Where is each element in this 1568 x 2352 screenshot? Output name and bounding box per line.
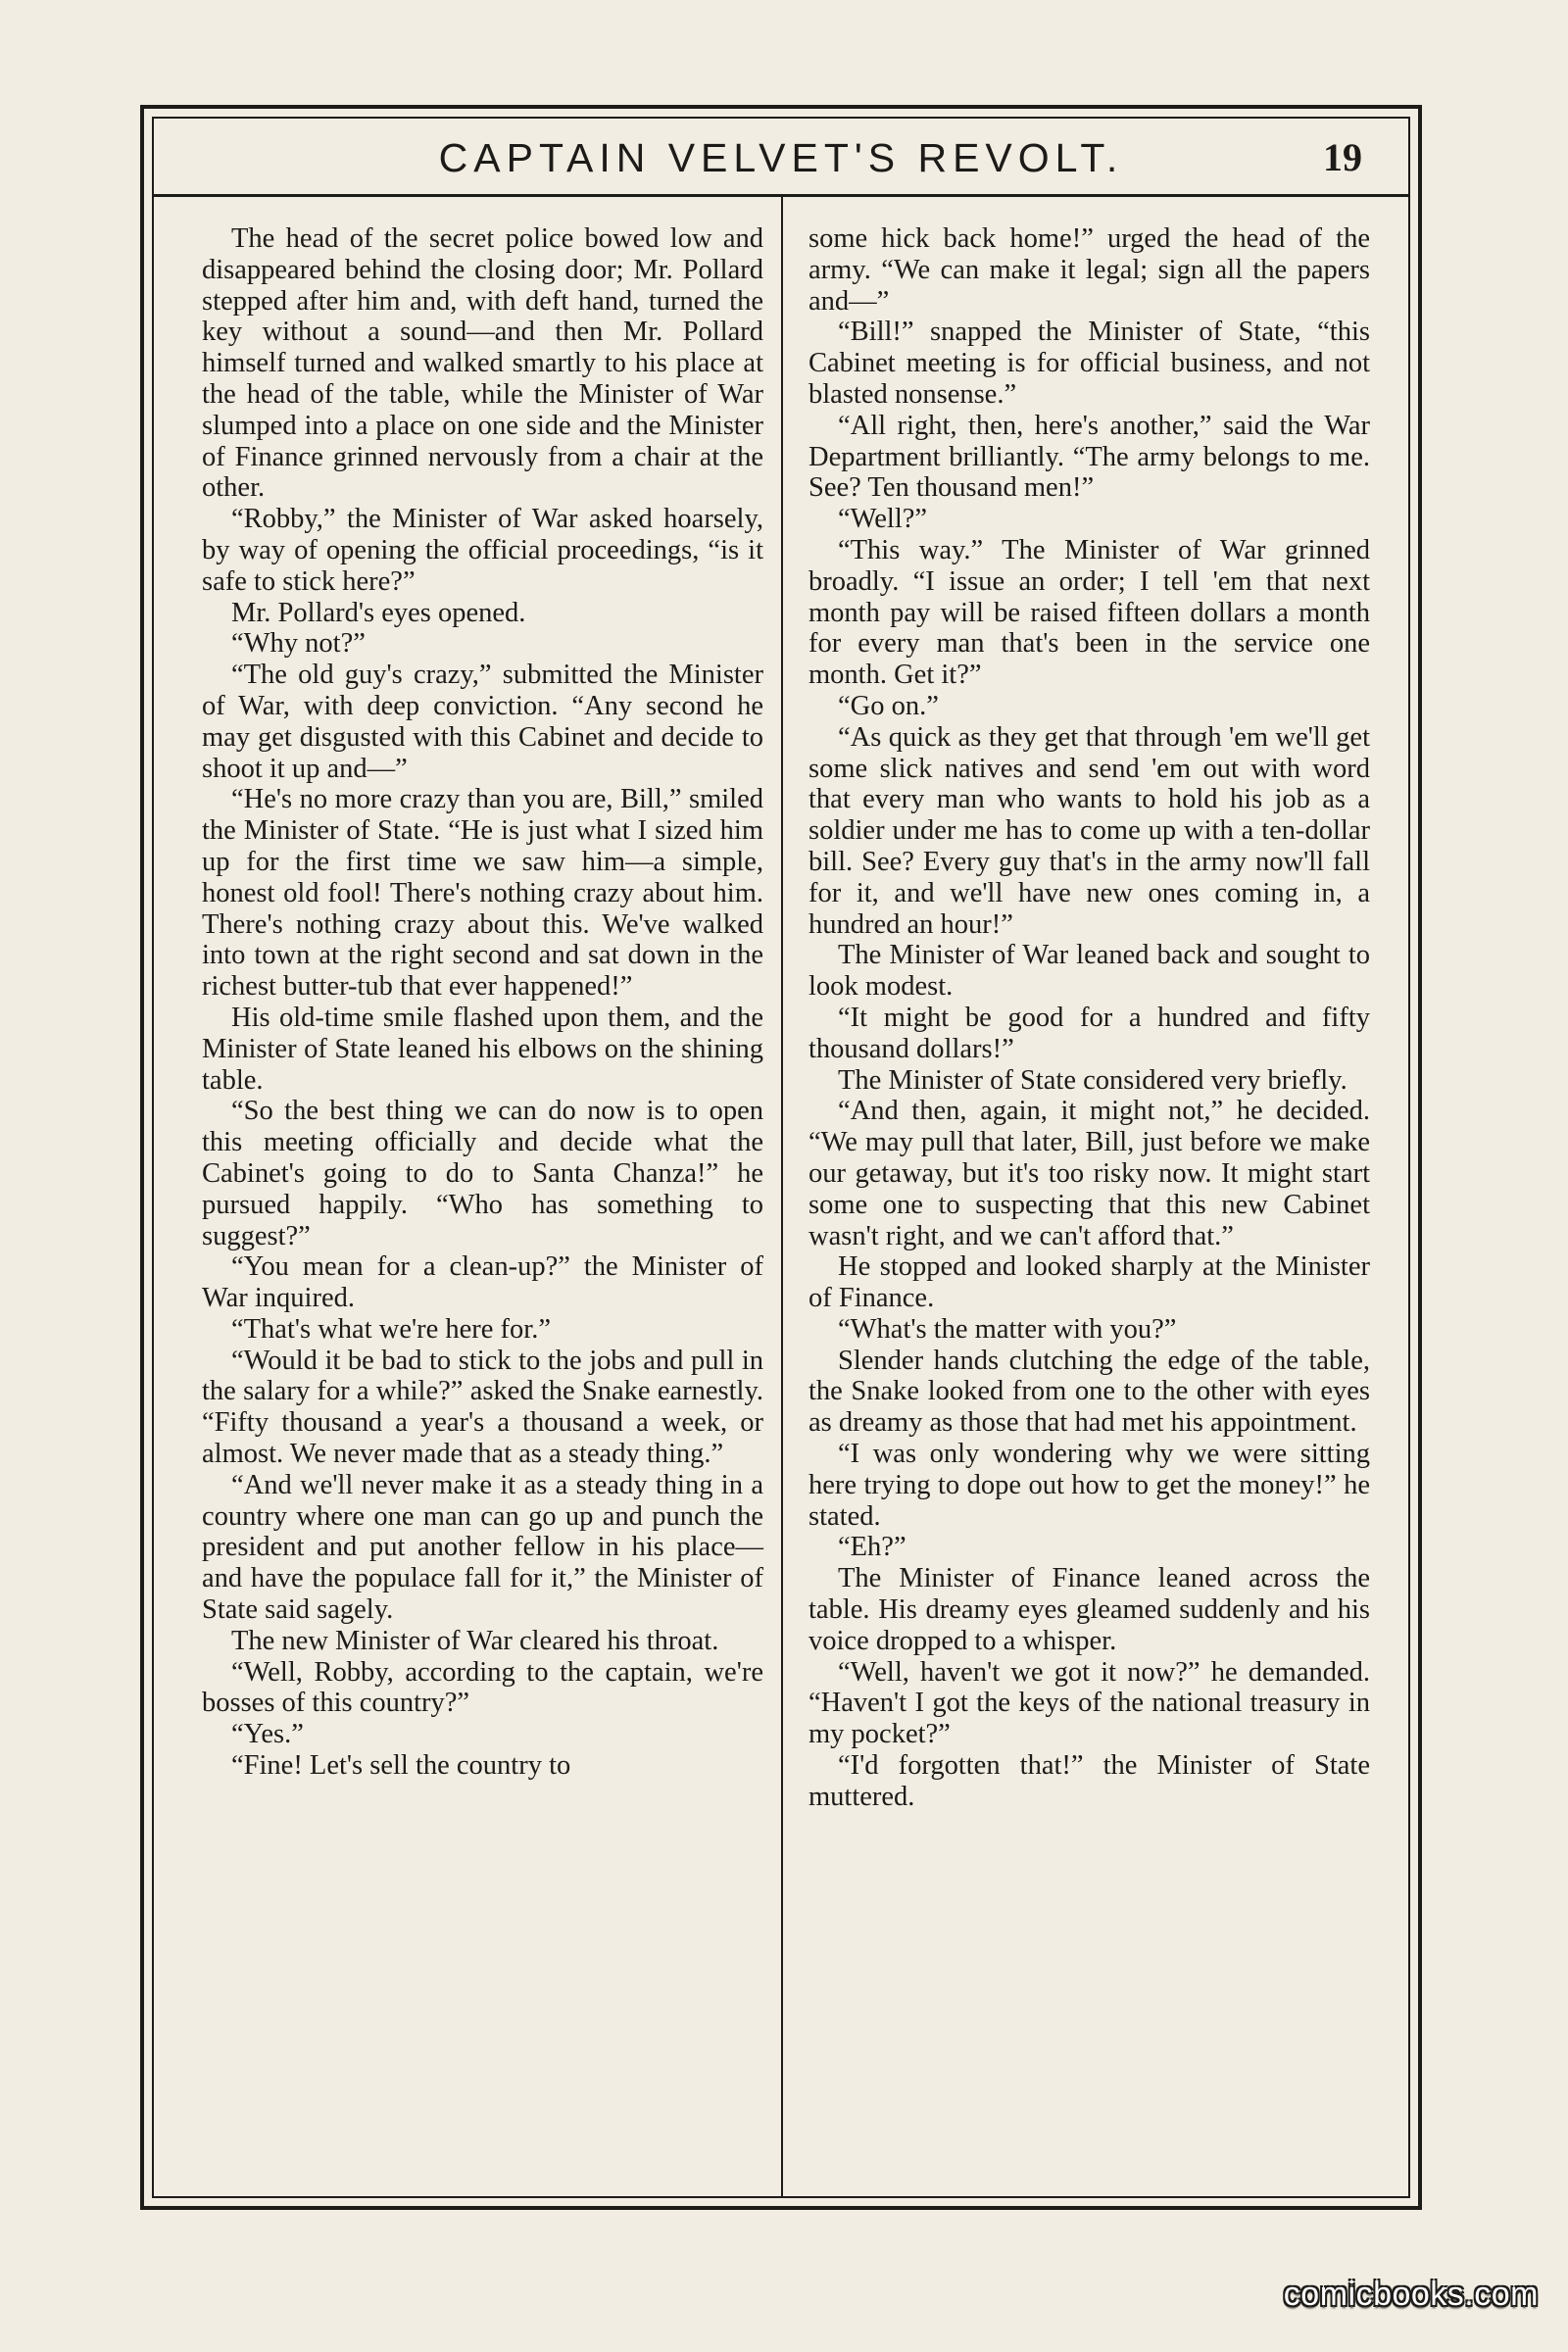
paragraph: “You mean for a clean-up?” the Minister of War inquired. — [202, 1251, 763, 1314]
right-text-column — [808, 223, 1370, 1813]
column-divider — [781, 194, 783, 2198]
paragraph: “What's the matter with you?” — [838, 1313, 1177, 1345]
paragraph: “That's what we're here for.” — [231, 1313, 551, 1345]
paragraph: “Fine! Let's sell the country to — [231, 1750, 571, 1782]
page-number: 19 — [1323, 135, 1362, 179]
paragraph: “The old guy's crazy,” submitted the Minister of War, with deep conviction. “Any second he may get disgusted with this Cabinet and decide to shoot it up and—” — [202, 660, 763, 784]
running-title: CAPTAIN VELVET'S REVOLT. — [438, 135, 1124, 180]
paragraph: “It might be good for a hundred and fifty thousand dollars!” — [808, 1002, 1370, 1064]
paragraph: “Well?” — [838, 504, 928, 535]
paragraph: “Eh?” — [838, 1532, 906, 1563]
paragraph: Mr. Pollard's eyes opened. — [231, 597, 526, 628]
paragraph: “Well, haven't we got it now?” he demanded. “Haven't I got the keys of the national treasury in my pocket?” — [808, 1656, 1370, 1750]
paragraph: The Minister of War leaned back and sought to look modest. — [808, 940, 1370, 1003]
paragraph: “Well, Robby, according to the captain, we're bosses of this country?” — [202, 1656, 763, 1719]
left-text-column — [202, 223, 763, 1782]
paragraph: some hick back home!” urged the head of the army. “We can make it legal; sign all the papers and—” — [808, 223, 1370, 317]
watermark: comicbooks.com — [1283, 2276, 1539, 2313]
paragraph: “Why not?” — [231, 628, 366, 660]
paragraph: Slender hands clutching the edge of the table, the Snake looked from one to the other with eyes as dreamy as those that had met his appointment. — [808, 1345, 1370, 1439]
paragraph: “Would it be bad to stick to the jobs and pull in the salary for a while?” asked the Snake earnestly. “Fifty thousand a year's a thousand a week, or almost. We never made that as a steady thing.” — [202, 1345, 763, 1470]
paragraph: The Minister of State considered very briefly. — [838, 1064, 1348, 1096]
paragraph: “Go on.” — [838, 690, 939, 721]
paragraph: “He's no more crazy than you are, Bill,” smiled the Minister of State. “He is just what I sized him up for the first time we saw him—a simple, honest old fool! There's nothing crazy about him. There's nothing crazy about this. We've walked into town at the right second and sat down in the richest butter-tub that ever happened!” — [202, 784, 763, 1003]
paragraph: “So the best thing we can do now is to open this meeting officially and decide what the Cabinet's going to do to Santa Chanza!” he pursued happily. “Who has something to suggest?” — [202, 1096, 763, 1251]
paragraph: His old-time smile flashed upon them, and the Minister of State leaned his elbows on the shining table. — [202, 1002, 763, 1096]
paragraph: “This way.” The Minister of War grinned broadly. “I issue an order; I tell 'em that next month pay will be raised fifteen dollars a month for every man that's been in the service one month. Get it?” — [808, 534, 1370, 691]
paragraph: “I'd forgotten that!” the Minister of State muttered. — [808, 1750, 1370, 1812]
paragraph: The head of the secret police bowed low and disappeared behind the closing door; Mr. Pollard stepped after him and, with deft hand, turned the key without a sound—and then Mr. Pollard himself turned and walked smartly to his place at the head of the table, while the Minister of War slumped into a place on one side and the Minister of Finance grinned nervously from a chair at the other. — [202, 223, 763, 504]
paragraph: The new Minister of War cleared his throat. — [231, 1625, 719, 1656]
paragraph: “All right, then, here's another,” said the War Department brilliantly. “The army belongs to me. See? Ten thousand men!” — [808, 410, 1370, 504]
paragraph: “And we'll never make it as a steady thing in a country where one man can go up and punch the president and put another fellow in his place—and have the populace fall for it,” the Minister of State said sagely. — [202, 1469, 763, 1626]
paragraph: The Minister of Finance leaned across the table. His dreamy eyes gleamed suddenly and his voice dropped to a whisper. — [808, 1563, 1370, 1656]
paragraph: “And then, again, it might not,” he decided. “We may pull that later, Bill, just before we make our getaway, but it's too risky now. It might start some one to suspecting that this new Cabinet wasn't right, and we can't afford that.” — [808, 1096, 1370, 1251]
paragraph: “Bill!” snapped the Minister of State, “this Cabinet meeting is for official business, and not blasted nonsense.” — [808, 317, 1370, 410]
paragraph: “Robby,” the Minister of War asked hoarsely, by way of opening the official proceedings, “is it safe to stick here?” — [202, 504, 763, 597]
paragraph: “Yes.” — [231, 1719, 304, 1750]
paragraph: “As quick as they get that through 'em we'll get some slick natives and send 'em out with word that every man who wants to hold his job as a soldier under me has to come up with a ten-dollar bill. See? Every guy that's in the army now'll fall for it, and we'll have new ones coming in, a hundred an hour!” — [808, 721, 1370, 940]
paragraph: He stopped and looked sharply at the Minister of Finance. — [808, 1251, 1370, 1314]
paragraph: “I was only wondering why we were sitting here trying to dope out how to get the money!” he stated. — [808, 1439, 1370, 1532]
